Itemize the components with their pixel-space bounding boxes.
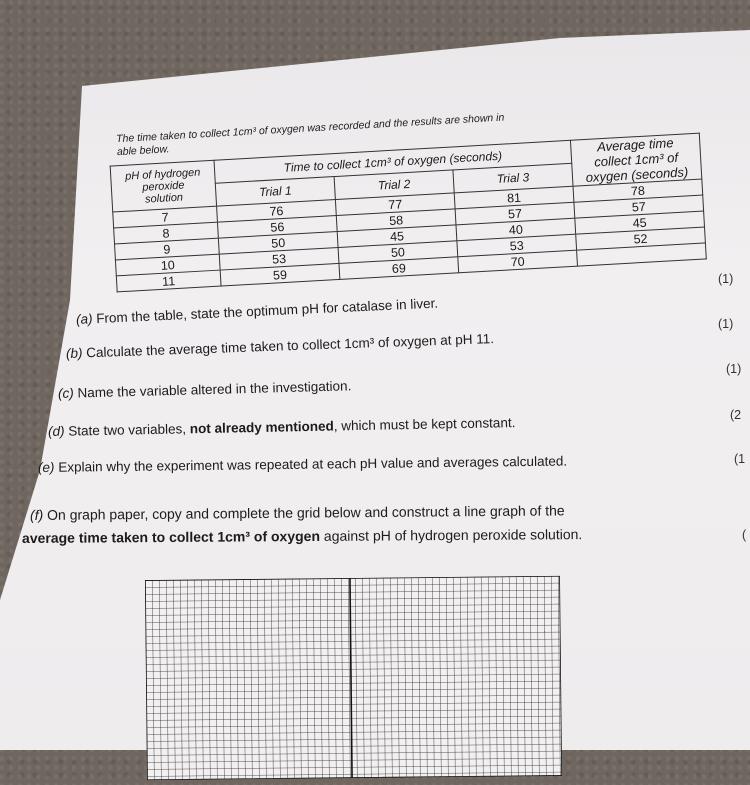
trial-3-cell: 57 — [455, 202, 575, 225]
trial-3-header: Trial 3 — [453, 163, 573, 193]
trial-1-cell: 76 — [217, 200, 337, 223]
average-cell: 78 — [573, 179, 703, 202]
trial-1-cell: 56 — [217, 216, 337, 239]
ph-cell: 7 — [113, 206, 218, 228]
question-c: (c) Name the variable altered in the investigation. — [57, 378, 352, 401]
average-cell: 52 — [576, 227, 706, 250]
trial-2-cell: 58 — [336, 209, 456, 232]
trial-2-cell: 77 — [335, 193, 455, 216]
average-cell: 45 — [575, 211, 705, 234]
question-a-mark: (1) — [718, 272, 734, 286]
intro-line-1: The time taken to collect 1cm³ of oxygen was recorded and the results are shown in — [115, 111, 505, 146]
question-e: (e) Explain why the experiment was repeated at each pH value and averages calculated. — [37, 453, 568, 475]
trial-1-header: Trial 1 — [215, 177, 335, 207]
trial-1-cell: 59 — [220, 263, 340, 286]
trial-3-cell: 70 — [458, 250, 578, 273]
question-f-mark: ( — [742, 528, 747, 542]
question-d-mark: (2 — [730, 408, 742, 422]
question-f-line-1: (f) On graph paper, copy and complete the grid below and construct a line graph of the — [29, 502, 565, 523]
trial-1-cell: 53 — [219, 247, 339, 270]
question-b: (b) Calculate the average time taken to collect 1cm³ of oxygen at pH 11. — [65, 331, 495, 361]
average-cell: 57 — [574, 195, 704, 218]
question-b-mark: (1) — [718, 317, 734, 331]
trial-1-cell: 50 — [218, 231, 338, 254]
ph-cell: 10 — [115, 254, 220, 276]
trial-2-cell: 50 — [338, 241, 458, 264]
trial-2-cell: 45 — [337, 225, 457, 248]
intro-line-2: able below. — [116, 143, 170, 159]
trial-2-header: Trial 2 — [334, 170, 454, 200]
question-e-mark: (1 — [734, 452, 746, 466]
trial-2-cell: 69 — [339, 257, 459, 280]
ph-header: pH of hydrogen peroxide solution — [110, 160, 216, 212]
time-group-header: Time to collect 1cm³ of oxygen (seconds) — [214, 140, 572, 183]
question-c-mark: (1) — [726, 362, 742, 376]
question-f-line-2: average time taken to collect 1cm³ of oxygen against pH of hydrogen peroxide solution. — [21, 526, 583, 546]
ph-cell: 11 — [116, 270, 221, 292]
trial-3-cell: 81 — [454, 186, 574, 209]
average-header: Average time collect 1cm³ of oxygen (seconds) — [570, 133, 701, 186]
ph-cell: 9 — [115, 238, 220, 260]
trial-3-cell: 53 — [457, 234, 577, 257]
question-d: (d) State two variables, not already mentioned, which must be kept constant. — [47, 415, 516, 439]
trial-3-cell: 40 — [456, 218, 576, 241]
question-a: (a) From the table, state the optimum pH for catalase in liver. — [75, 295, 439, 327]
ph-cell: 8 — [114, 222, 219, 244]
